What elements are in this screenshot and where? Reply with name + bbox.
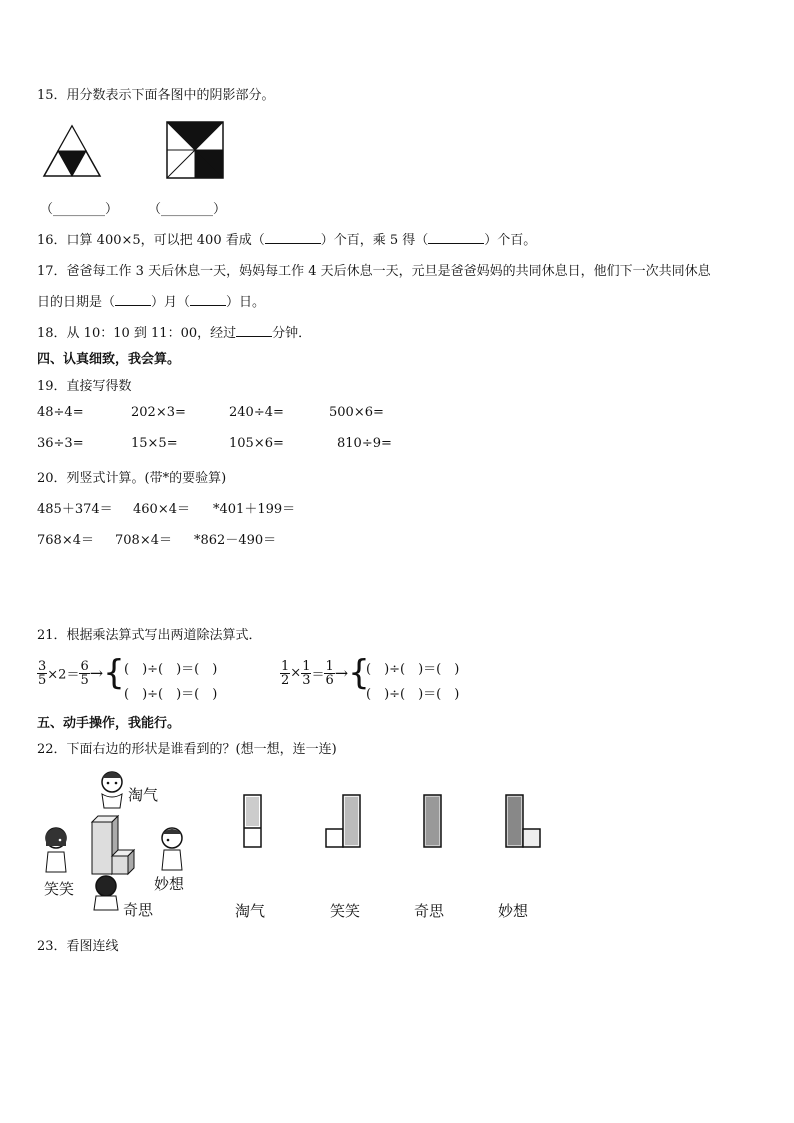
q16-blank-2 [428,231,484,244]
q16-mid: ）个百，乘 5 得（ [320,233,429,248]
q19-title: 19．直接写得数 [37,379,132,394]
view-shape-2 [325,794,361,848]
q17-line-1: 17．爸爸每工作 3 天后休息一天，妈妈每工作 4 天后休息一天，元旦是爸爸妈妈的共同休息日，他们下一次共同休息 [37,264,711,279]
q21-eq2-blank-1: ( )÷( )＝( ) [366,662,460,677]
q19-r2-c1: 36÷3= [37,436,84,451]
q20-r2-c1: 768×4＝ [37,533,94,548]
kid-taoqi-icon [102,772,122,808]
q21-eq2-blank-2: ( )÷( )＝( ) [366,687,460,702]
denominator: 2 [281,672,290,688]
arrow-icon: → [334,663,349,683]
blocks-icon [92,816,134,874]
q22-title: 22．下面右边的形状是谁看到的？(想一想，连一连) [37,742,337,757]
q19-r2-c3: 105×6= [229,436,284,451]
q17-blank-2 [190,293,226,306]
view-label-4: 妙想 [498,902,529,920]
q16-post: ）个百。 [484,233,537,248]
square-figure [166,121,224,179]
view-shape-1 [243,794,263,848]
q18-line [37,322,311,341]
q19-r2-c2: 15×5= [131,436,178,451]
times-sign: × [290,665,302,681]
fraction-1-3 [301,660,311,687]
kid-label-miaoxiang: 妙想 [154,875,185,893]
q15-title: 15．用分数表示下面各图中的阴影部分。 [37,88,275,103]
numerator: 3 [38,658,47,674]
kid-qisi-icon [94,876,118,910]
arrow-icon: → [89,663,104,683]
q17-post: ）日。 [226,295,266,310]
q20-r2-c2: 708×4＝ [115,533,172,548]
q19-r1-c2: 202×3= [131,405,186,420]
q17-pre: 日的日期是（ [37,295,116,310]
q21-equation-1 [37,653,125,693]
denominator: 5 [80,672,89,688]
q16-pre: 16．口算 400×5，可以把 400 看成（ [37,233,265,248]
view-shape-3 [423,794,443,848]
q15-blank-2: （________） [148,202,227,217]
q21-eq1-blank-2: ( )÷( )＝( ) [124,687,218,702]
numerator: 1 [281,658,290,674]
q17-blank-1 [115,293,151,306]
q21-eq1-blank-1: ( )÷( )＝( ) [124,662,218,677]
q20-title: 20．列竖式计算。(带*的要验算) [37,471,227,486]
numerator: 6 [80,658,89,674]
kid-label-xiaoxiao: 笑笑 [44,880,75,898]
kid-miaoxiang-icon [162,828,182,870]
q20-r2-c3: *862－490＝ [194,533,277,548]
q17-mid: ）月（ [151,295,191,310]
q21-title: 21．根据乘法算式写出两道除法算式． [37,628,262,643]
view-label-1: 淘气 [235,902,266,920]
numerator: 1 [302,658,311,674]
q20-r1-c2: 460×4＝ [133,502,190,517]
triangle-figure [42,124,102,178]
denominator: 5 [38,672,47,688]
q18-pre: 18．从 10：10 到 11：00，经过 [37,326,237,341]
q21-equation-2 [280,653,370,693]
numerator: 1 [325,658,334,674]
q16-line [37,229,536,248]
times-two: ×2＝ [47,667,80,683]
fraction-1-6 [324,660,334,687]
fraction-1-2 [280,660,290,687]
brace-icon: { [348,653,370,693]
section-4-heading: 四、认真细致，我会算。 [37,352,181,367]
q18-blank [236,324,272,337]
fraction-6-5 [79,660,89,687]
q19-r2-c4: 810÷9= [337,436,392,451]
q23-title: 23．看图连线 [37,939,119,954]
denominator: 3 [302,672,311,688]
q19-r1-c3: 240÷4= [229,405,284,420]
section-5-heading: 五、动手操作，我能行。 [37,716,181,731]
q20-r1-c1: 485＋374＝ [37,502,113,517]
q18-post: 分钟． [272,326,312,341]
q19-r1-c1: 48÷4= [37,405,84,420]
equals-sign: ＝ [311,667,325,683]
q16-blank-1 [265,231,321,244]
q15-blank-1: （________） [40,202,119,217]
kid-label-qisi: 奇思 [123,901,154,919]
view-label-3: 奇思 [414,902,445,920]
fraction-3-5 [37,660,47,687]
kid-label-taoqi: 淘气 [128,786,159,804]
q17-line-2 [37,291,265,310]
q20-r1-c3: *401＋199＝ [213,502,296,517]
denominator: 6 [325,672,334,688]
view-label-2: 笑笑 [330,902,361,920]
view-shape-4 [505,794,541,848]
brace-icon: { [103,653,125,693]
q19-r1-c4: 500×6= [329,405,384,420]
kid-xiaoxiao-icon [46,828,66,872]
